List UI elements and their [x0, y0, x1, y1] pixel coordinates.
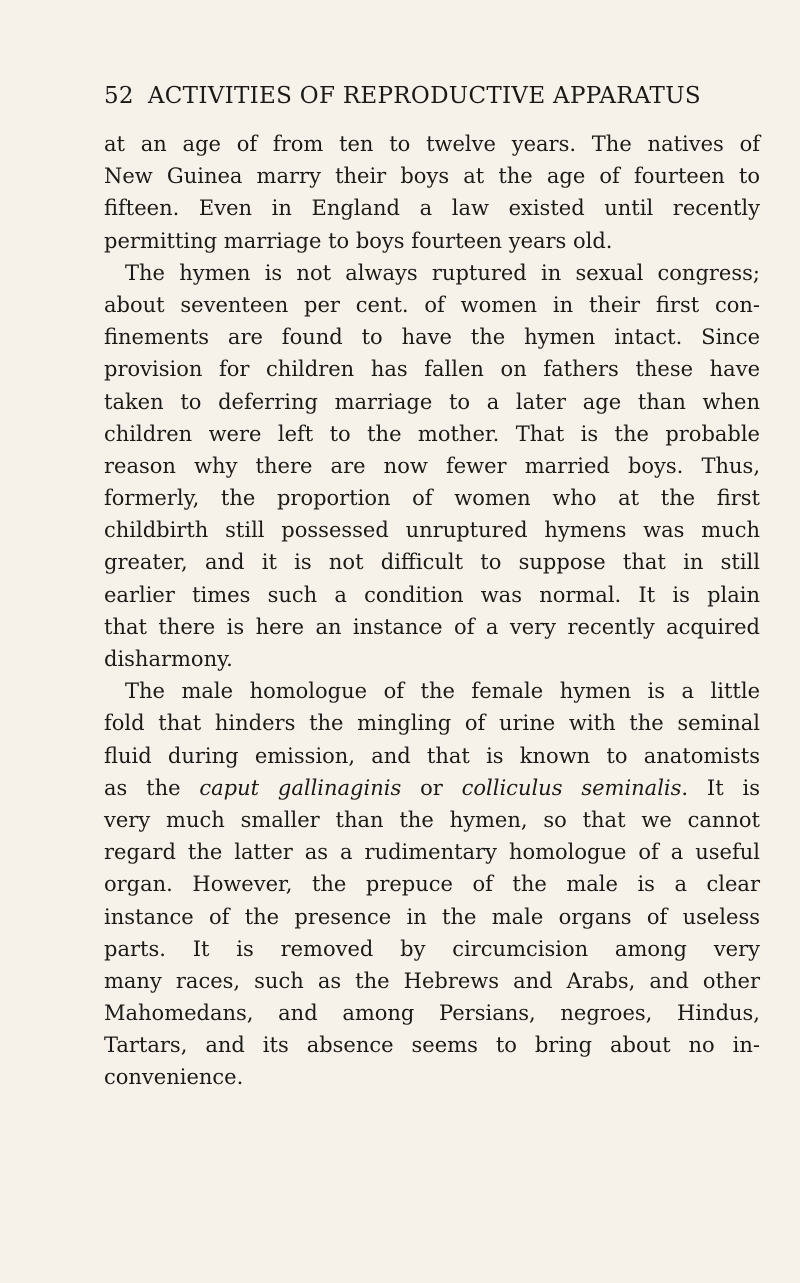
page-number: 52	[104, 83, 134, 109]
latin-term-caput-gallinaginis: caput gallinaginis	[199, 775, 402, 800]
text-line: taken to deferring marriage to a later age than when	[104, 389, 760, 414]
running-title: ACTIVITIES OF REPRODUCTIVE APPARATUS	[147, 83, 701, 109]
text-line: many races, such as the Hebrews and Arabs, and other	[104, 968, 760, 993]
text-line: children were left to the mother. That is the probable	[104, 421, 760, 446]
text-line: reason why there are now fewer married boys. Thus,	[104, 453, 760, 478]
text-line: fifteen. Even in England a law existed until recently	[104, 196, 760, 221]
text-line: permitting marriage to boys fourteen years old.	[104, 228, 613, 253]
text-run: . It is	[681, 775, 761, 800]
text-line: organ. However, the prepuce of the male is a clear	[104, 872, 760, 897]
text-line: finements are found to have the hymen intact. Since	[104, 325, 760, 350]
text-line: Mahomedans, and among Persians, negroes, Hindus,	[104, 1001, 760, 1026]
text-line: that there is here an instance of a very recently acquired	[104, 614, 760, 639]
latin-term-colliculus-seminalis: colliculus seminalis	[461, 775, 682, 800]
text-line: provision for children has fallen on fathers these have	[104, 357, 760, 382]
text-line: about seventeen per cent. of women in their first con-	[104, 292, 760, 317]
text-line: earlier times such a condition was normal. It is plain	[104, 582, 760, 607]
text-line: at an age of from ten to twelve years. The natives of	[104, 132, 760, 156]
text-line: very much smaller than the hymen, so that we cannot	[104, 807, 760, 832]
text-line: instance of the presence in the male organs of useless	[104, 904, 760, 929]
text-line: convenience.	[104, 1065, 244, 1090]
text-run: or	[401, 775, 462, 800]
text-line: fluid during emission, and that is known to anatomists	[104, 743, 760, 768]
running-head	[104, 80, 764, 112]
text-line: childbirth still possessed unruptured hymens was much	[104, 518, 760, 543]
paragraph-start-line: The hymen is not always ruptured in sexual congress;	[125, 260, 760, 285]
text-line: fold that hinders the mingling of urine with the seminal	[104, 711, 760, 736]
text-run: as the	[104, 775, 200, 800]
text-line: regard the latter as a rudimentary homologue of a useful	[104, 840, 760, 865]
text-line: disharmony.	[104, 647, 233, 671]
text-line-with-latin-terms	[104, 772, 760, 804]
text-line: greater, and it is not difficult to suppose that in still	[104, 550, 760, 575]
text-line: Tartars, and its absence seems to bring about no in-	[104, 1033, 760, 1058]
text-line: parts. It is removed by circumcision among very	[104, 936, 760, 961]
paragraph-start-line: The male homologue of the female hymen is a little	[125, 679, 760, 704]
text-line: New Guinea marry their boys at the age of fourteen to	[104, 164, 760, 189]
text-line: formerly, the proportion of women who at the first	[104, 486, 760, 511]
body-text	[104, 128, 760, 1094]
